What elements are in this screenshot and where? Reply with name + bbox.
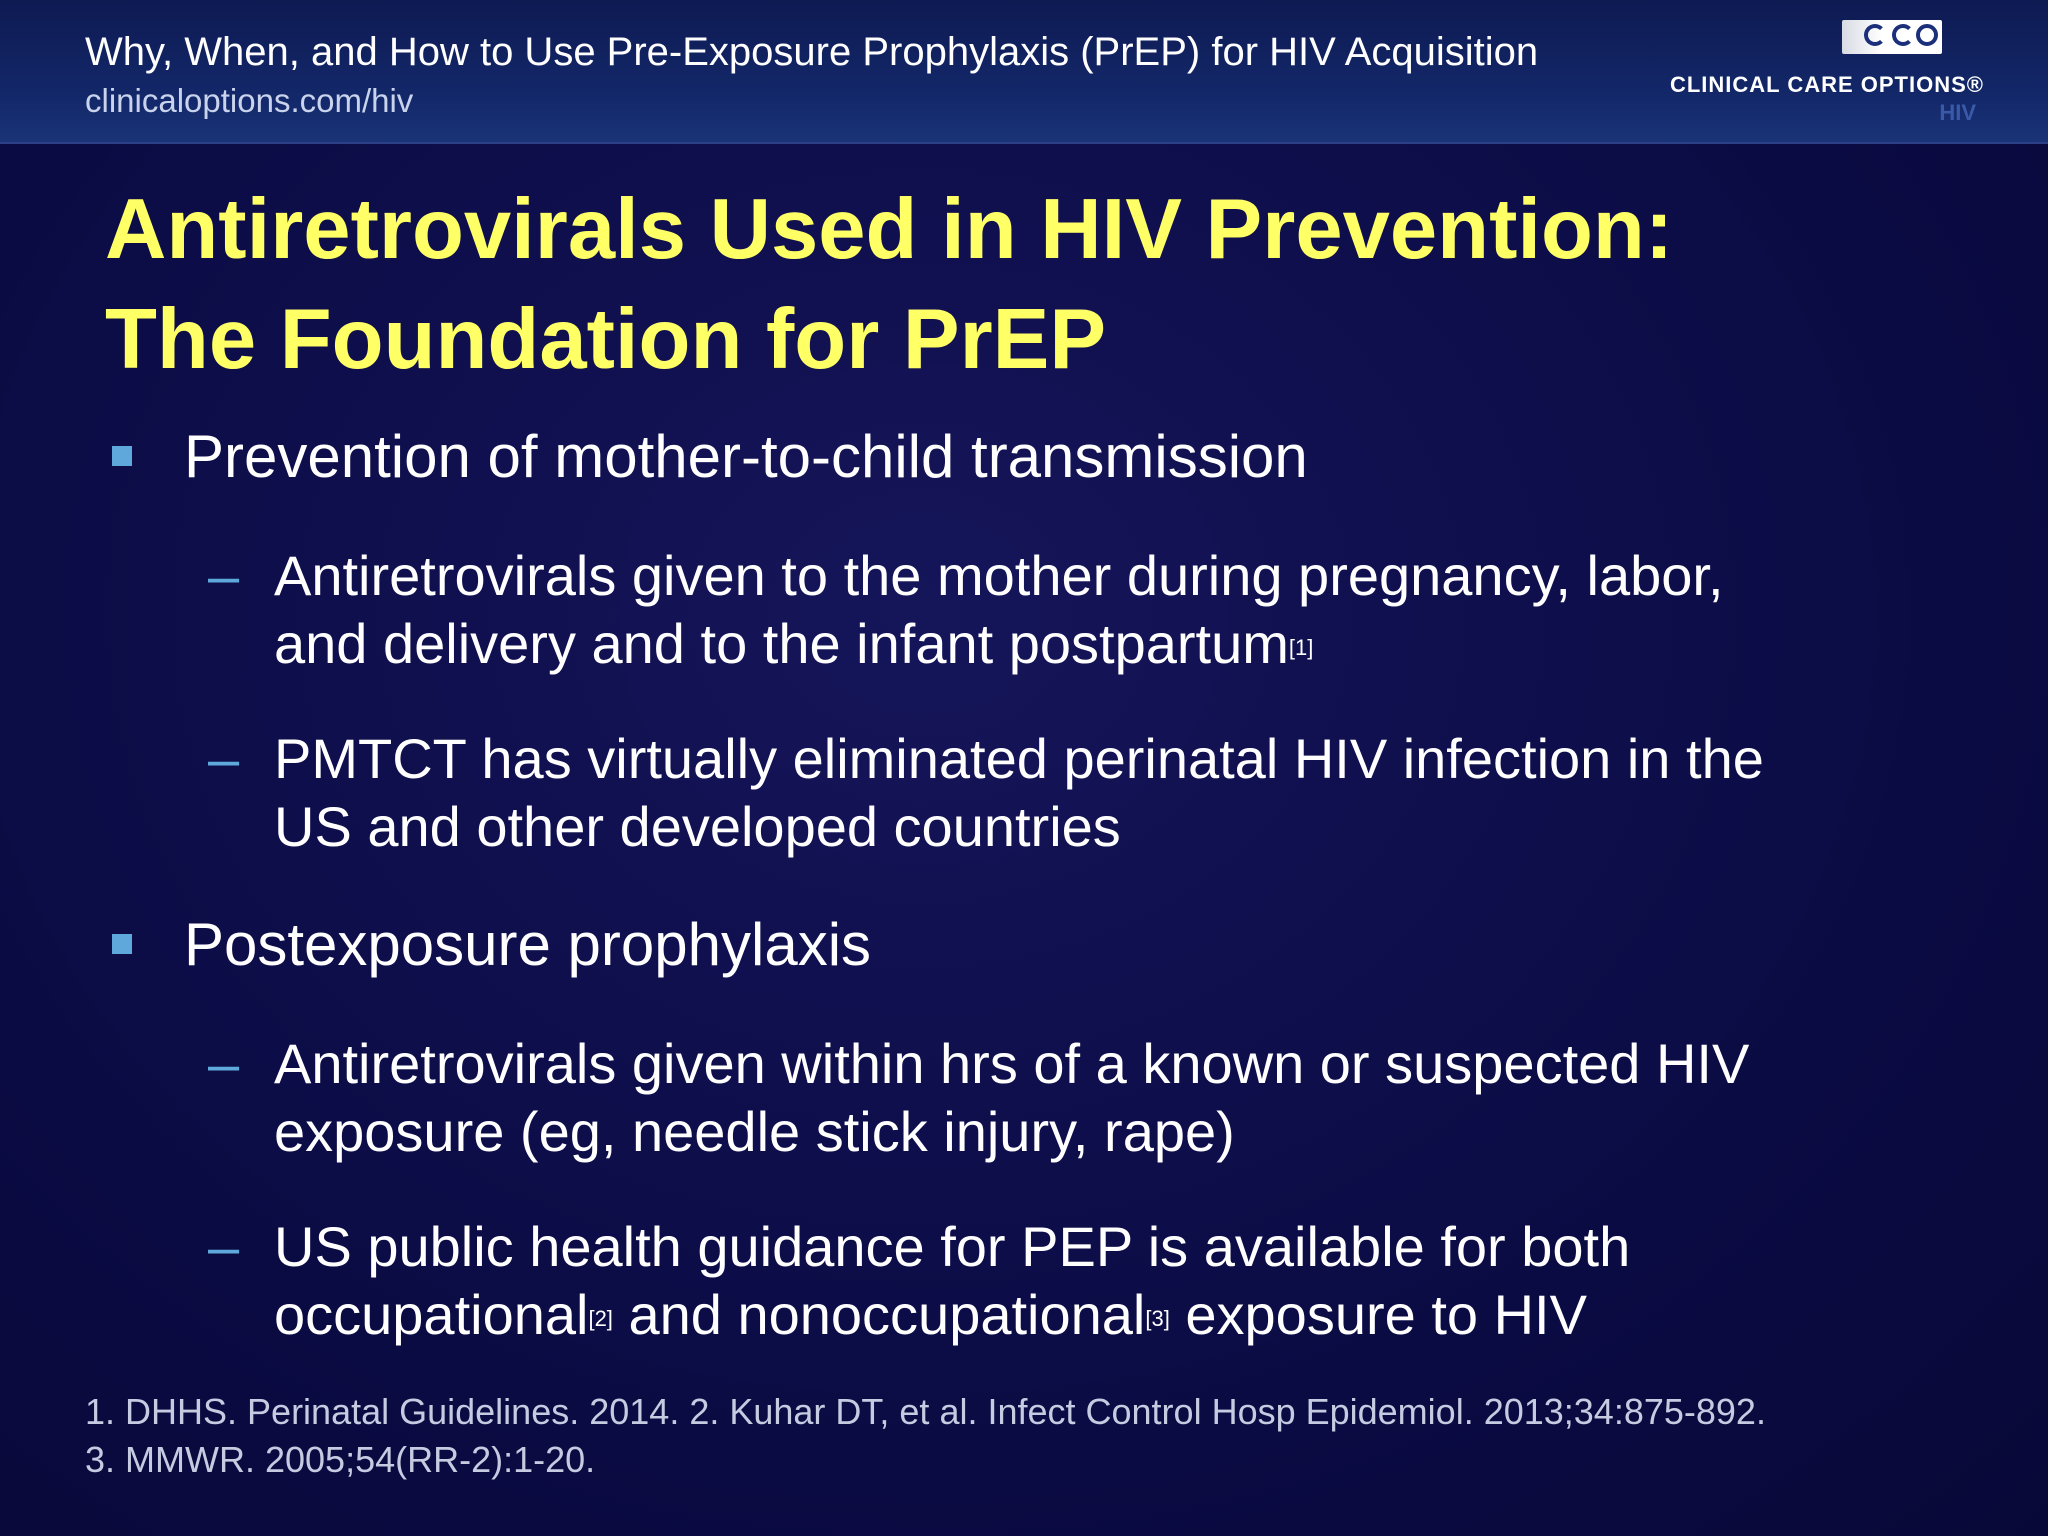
footnotes <box>85 1388 1766 1484</box>
sub-bullet-text <box>274 1030 1749 1166</box>
sub-bullet-text <box>274 725 1764 861</box>
sub-bullet-line: Antiretrovirals given to the mother during pregnancy, labor, <box>274 544 1724 607</box>
footnote-line: 1. DHHS. Perinatal Guidelines. 2014. 2. Kuhar DT, et al. Infect Control Hosp Epidemiol. 2013;34:875-892. <box>85 1391 1766 1432</box>
bullet-text: Prevention of mother-to-child transmission <box>184 423 1308 490</box>
header-bar <box>0 0 2048 144</box>
sub-bullet-line-text: occupational <box>274 1283 589 1346</box>
slide-title <box>105 175 1985 395</box>
logo-name: CLINICAL CARE OPTIONS® <box>1669 72 1984 97</box>
sub-bullet-line: exposure (eg, needle stick injury, rape) <box>274 1100 1235 1163</box>
presentation-title: Why, When, and How to Use Pre-Exposure Prophylaxis (PrEP) for HIV Acquisition <box>85 30 1539 74</box>
citation-ref: [1] <box>1288 635 1314 660</box>
dash-bullet-icon: – <box>208 1215 240 1278</box>
square-bullet-icon <box>112 934 132 954</box>
website-url: clinicaloptions.com/hiv <box>85 82 414 119</box>
sub-bullet-line-text: and delivery and to the infant postpartum <box>274 612 1289 675</box>
sub-bullet-line-text: and nonoccupational <box>612 1283 1146 1346</box>
slide-title-line-1: Antiretrovirals Used in HIV Prevention: <box>105 182 1674 277</box>
slide-title-line-2: The Foundation for PrEP <box>105 292 1107 387</box>
dash-bullet-icon: – <box>208 544 240 607</box>
sub-bullet-line <box>274 1281 1630 1349</box>
dash-bullet-icon: – <box>208 1032 240 1095</box>
sub-bullet-text <box>274 1213 1630 1349</box>
dash-bullet-icon: – <box>208 727 240 790</box>
sub-bullet-line-text: exposure to HIV <box>1169 1283 1587 1346</box>
cco-logo <box>1664 20 1984 130</box>
logo-subtitle: HIV <box>1939 100 1976 125</box>
sub-bullet-line: US public health guidance for PEP is available for both <box>274 1215 1631 1278</box>
sub-bullet-line: PMTCT has virtually eliminated perinatal HIV infection in the <box>274 727 1764 790</box>
sub-bullet-line: Antiretrovirals given within hrs of a known or suspected HIV <box>274 1032 1750 1095</box>
sub-bullet-line <box>274 610 1724 678</box>
citation-ref: [3] <box>1145 1306 1170 1331</box>
sub-bullet-line: US and other developed countries <box>274 795 1121 858</box>
sub-bullet-text <box>274 542 1724 678</box>
square-bullet-icon <box>112 446 132 466</box>
citation-ref: [2] <box>588 1306 613 1331</box>
bullet-text: Postexposure prophylaxis <box>184 911 872 978</box>
footnote-line: 3. MMWR. 2005;54(RR-2):1-20. <box>85 1439 596 1480</box>
cco-logo-mark-icon <box>1842 20 1942 54</box>
